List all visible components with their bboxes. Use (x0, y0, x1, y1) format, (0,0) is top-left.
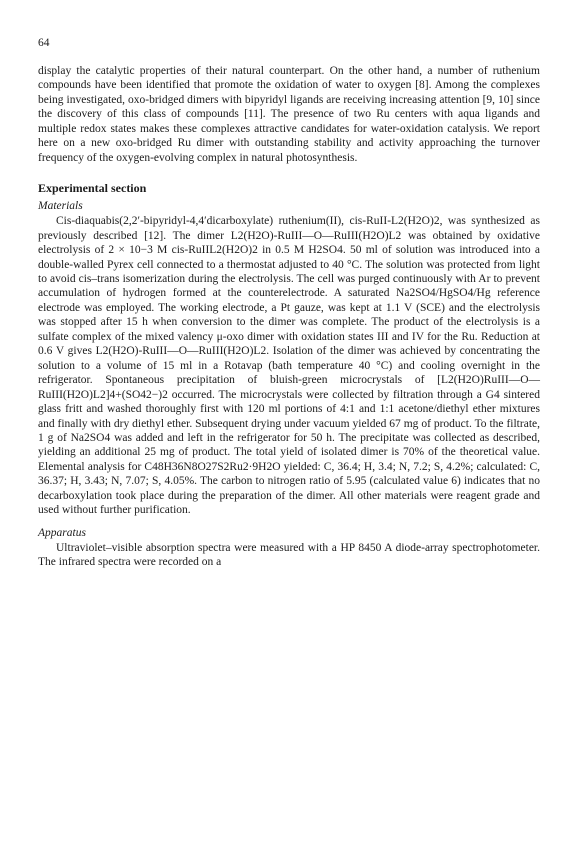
materials-paragraph: Cis-diaquabis(2,2′-bipyridyl-4,4′dicarboxylate) ruthenium(II), cis-RuII-L2(H2O)2, was synthesized as previously described [12]. The dimer L2(H2O)-RuIII—O—RuIII(H2O)L2 was obtained by oxidative electrolysis of 2 × 10−3 M cis-RuIIL2(H2O)2 in 0.5 M H2SO4. 50 ml of solution was introduced into a double-walled Pyrex cell connected to a thermostat adjusted to 40 °C. The solution was protected from light to avoid cis–trans isomerization during the electrolysis. The cell was purged continuously with Ar to prevent accumulation of hydrogen formed at the counterelectrode. A saturated Na2SO4/HgSO4/Hg reference electrode was employed. The working electrode, a Pt gauze, was kept at 1.1 V (SCE) and the electrolysis was stopped after 15 h when conversion to the dimer was complete. The product of the electrolysis is a sulfate complex of the mixed valency μ-oxo dimer with oxidation states III and IV for the Ru. Reduction at 0.6 V gives L2(H2O)-RuIII—O—RuIII(H2O)L2. Isolation of the dimer was achieved by concentrating the solution to a volume of 15 ml in a Rotavap (bath temperature 40 °C) and cooling overnight in the refrigerator. Spontaneous precipitation of bluish-green microcrystals of [L2(H2O)RuIII—O—RuIII(H2O)L2]4+(SO42−)2 occurred. The microcrystals were collected by filtration through a G4 sintered glass fritt and washed thoroughly first with 120 ml portions of 4:1 and 1:1 acetone/diethyl ether mixtures and finally with dry diethyl ether. Subsequent drying under vacuum yielded 67 mg of product. To the filtrate, 1 g of Na2SO4 was added and left in the refrigerator for 50 h. The precipitate was collected as described, yielding an additional 25 mg of product. The total yield of isolated dimer is 70% of the theoretical value. Elemental analysis for C48H36N8O27S2Ru2·9H2O yielded: C, 36.4; H, 3.4; N, 7.2; S, 4.2%; calculated: C, 36.37; H, 3.43; N, 7.07; S, 4.05%. The carbon to nitrogen ratio of 5.95 (calculated value 6) indicates that no decarboxylation took place during the preparation of the dimer. All other materials were reagent grade and used without further purification. (38, 215, 540, 517)
section-title: Experimental section (38, 181, 147, 196)
materials-heading: Materials (38, 200, 83, 213)
apparatus-heading: Apparatus (38, 526, 86, 539)
intro-paragraph: display the catalytic properties of their natural counterpart. On the other hand, a number of ruthenium compounds have been identified that promote the oxidation of water to oxygen [8]. Among the complexes being investigated, oxo-bridged dimers with bipyridyl ligands are receiving increasing attention [9, 10] since the discovery of this class of compounds [11]. The presence of two Ru centers with aqua ligands and multiple redox states makes these complexes attractive candidates for water-oxidation catalysis. We report here on a new oxo-bridged Ru dimer with outstanding stability and activity approaching the turnover frequency of the oxygen-evolving complex in natural photosynthesis. (38, 65, 540, 164)
page-number: 64 (38, 37, 50, 49)
paper-page (38, 36, 540, 570)
apparatus-paragraph: Ultraviolet–visible absorption spectra were measured with a HP 8450 A diode-array spectrophotometer. The infrared spectra were recorded on a (38, 541, 540, 569)
